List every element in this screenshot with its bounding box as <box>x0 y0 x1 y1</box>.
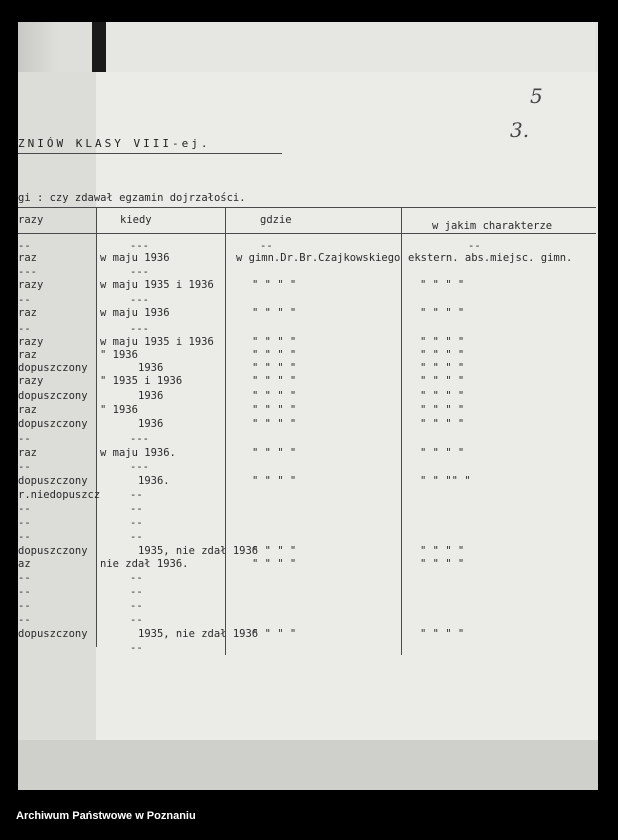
table-cell-c2: w maju 1935 i 1936 <box>100 336 214 348</box>
table-cell-c1: raz <box>18 307 37 319</box>
table-cell-c3: " " " " <box>252 475 297 487</box>
table-cell-c1: -- <box>18 433 31 445</box>
col-divider-1 <box>96 207 97 647</box>
table-cell-c3: " " " " <box>252 447 297 459</box>
table-cell-c1: dopuszczony <box>18 418 88 430</box>
table-cell-c2: --- <box>130 240 149 252</box>
table-cell-c4: ekstern. abs.miejsc. gimn. <box>408 252 573 264</box>
table-cell-c2: -- <box>130 531 143 543</box>
table-cell-c4: " " " " <box>420 418 465 430</box>
table-cell-c4: " " " " <box>420 307 465 319</box>
table-cell-c2: " 1935 i 1936 <box>100 375 183 387</box>
table-cell-c1: raz <box>18 447 37 459</box>
table-cell-c2: --- <box>130 266 149 278</box>
table-cell-c1: dopuszczony <box>18 390 88 402</box>
table-cell-c1: -- <box>18 323 31 335</box>
table-cell-c2: nie zdał 1936. <box>100 558 189 570</box>
table-cell-c1: -- <box>18 531 31 543</box>
title-underline <box>18 153 282 154</box>
table-cell-c2: 1936 <box>138 418 164 430</box>
table-cell-c4: " " " " <box>420 279 465 291</box>
table-cell-c1: -- <box>18 503 31 515</box>
table-cell-c1: -- <box>18 572 31 584</box>
table-cell-c4: " " " " <box>420 390 465 402</box>
table-cell-c2: -- <box>130 600 143 612</box>
table-cell-c3: " " " " <box>252 279 297 291</box>
table-cell-c2: 1936 <box>138 390 164 402</box>
table-cell-c4: " " " " <box>420 628 465 640</box>
table-cell-c1: -- <box>18 294 31 306</box>
table-cell-c2: --- <box>130 461 149 473</box>
table-cell-c1: -- <box>18 586 31 598</box>
table-cell-c1: -- <box>18 600 31 612</box>
table-cell-c2: 1936 <box>138 362 164 374</box>
table-cell-c4: -- <box>468 240 481 252</box>
col-header-kiedy: kiedy <box>120 214 152 226</box>
table-cell-c4: " " " " <box>420 447 465 459</box>
table-cell-c2: --- <box>130 433 149 445</box>
col-header-gdzie: gdzie <box>260 214 292 226</box>
table-cell-c3: " " " " <box>252 418 297 430</box>
table-cell-c1: dopuszczony <box>18 628 88 640</box>
table-cell-c2: 1935, nie zdał 1936 <box>138 545 259 557</box>
table-cell-c4: " " " " <box>420 558 465 570</box>
table-cell-c2: 1936. <box>138 475 170 487</box>
table-cell-c3: w gimn.Dr.Br.Czajkowskiego <box>236 252 401 264</box>
table-cell-c3: -- <box>260 240 273 252</box>
sheet-top-edge <box>105 22 595 74</box>
document-subtitle: gi : czy zdawał egzamin dojrzałości. <box>18 192 246 204</box>
table-cell-c3: " " " " <box>252 404 297 416</box>
table-cell-c1: dopuszczony <box>18 545 88 557</box>
table-cell-c1: razy <box>18 375 44 387</box>
table-cell-c2: " 1936 <box>100 404 138 416</box>
archive-footer: Archiwum Państwowe w Poznaniu <box>16 810 196 822</box>
col-divider-2 <box>225 207 226 655</box>
table-cell-c2: -- <box>130 489 143 501</box>
table-cell-c1: -- <box>18 240 31 252</box>
table-cell-c3: " " " " <box>252 375 297 387</box>
bottom-strip <box>18 740 598 790</box>
table-cell-c1: dopuszczony <box>18 475 88 487</box>
table-cell-c3: " " " " <box>252 362 297 374</box>
table-cell-c3: " " " " <box>252 628 297 640</box>
page-number-bottom: 3. <box>510 118 530 142</box>
table-cell-c3: " " " " <box>252 545 297 557</box>
table-cell-c2: w maju 1935 i 1936 <box>100 279 214 291</box>
table-cell-c3: " " " " <box>252 307 297 319</box>
table-cell-c4: " " " " <box>420 336 465 348</box>
table-cell-c2: -- <box>130 642 143 654</box>
table-header-rule <box>18 233 596 234</box>
table-cell-c4: " " " " <box>420 362 465 374</box>
table-cell-c2: w maju 1936 <box>100 252 170 264</box>
table-cell-c2: 1935, nie zdał 1936 <box>138 628 259 640</box>
table-cell-c2: -- <box>130 614 143 626</box>
table-cell-c1: raz <box>18 349 37 361</box>
table-cell-c1: raz <box>18 404 37 416</box>
table-cell-c3: " " " " <box>252 390 297 402</box>
table-cell-c2: -- <box>130 503 143 515</box>
table-top-rule <box>18 207 596 208</box>
table-cell-c1: -- <box>18 517 31 529</box>
table-cell-c1: razy <box>18 336 44 348</box>
binding-tab <box>92 22 106 72</box>
table-cell-c2: --- <box>130 323 149 335</box>
table-cell-c2: -- <box>130 586 143 598</box>
page-number-top: 5 <box>530 84 543 108</box>
table-cell-c1: -- <box>18 461 31 473</box>
table-cell-c4: " " "" " <box>420 475 471 487</box>
table-cell-c1: dopuszczony <box>18 362 88 374</box>
table-cell-c1: razy <box>18 279 44 291</box>
table-cell-c3: " " " " <box>252 349 297 361</box>
table-cell-c1: r.niedopuszcz <box>18 489 101 501</box>
col-header-razy: razy <box>18 214 44 226</box>
table-cell-c2: -- <box>130 517 143 529</box>
table-cell-c4: " " " " <box>420 375 465 387</box>
col-header-charakter: w jakim charakterze <box>432 220 553 232</box>
table-cell-c2: " 1936 <box>100 349 138 361</box>
table-cell-c2: --- <box>130 294 149 306</box>
document-title: ZNIÓW KLASY VIII-ej. <box>18 137 211 150</box>
table-cell-c1: az <box>18 558 31 570</box>
table-cell-c3: " " " " <box>252 336 297 348</box>
col-divider-3 <box>401 207 402 655</box>
table-cell-c1: --- <box>18 266 37 278</box>
table-cell-c3: " " " " <box>252 558 297 570</box>
table-cell-c4: " " " " <box>420 349 465 361</box>
table-cell-c2: w maju 1936. <box>100 447 176 459</box>
table-cell-c1: raz <box>18 252 37 264</box>
table-cell-c4: " " " " <box>420 545 465 557</box>
table-cell-c1: -- <box>18 614 31 626</box>
table-cell-c2: -- <box>130 572 143 584</box>
table-cell-c4: " " " " <box>420 404 465 416</box>
table-cell-c2: w maju 1936 <box>100 307 170 319</box>
